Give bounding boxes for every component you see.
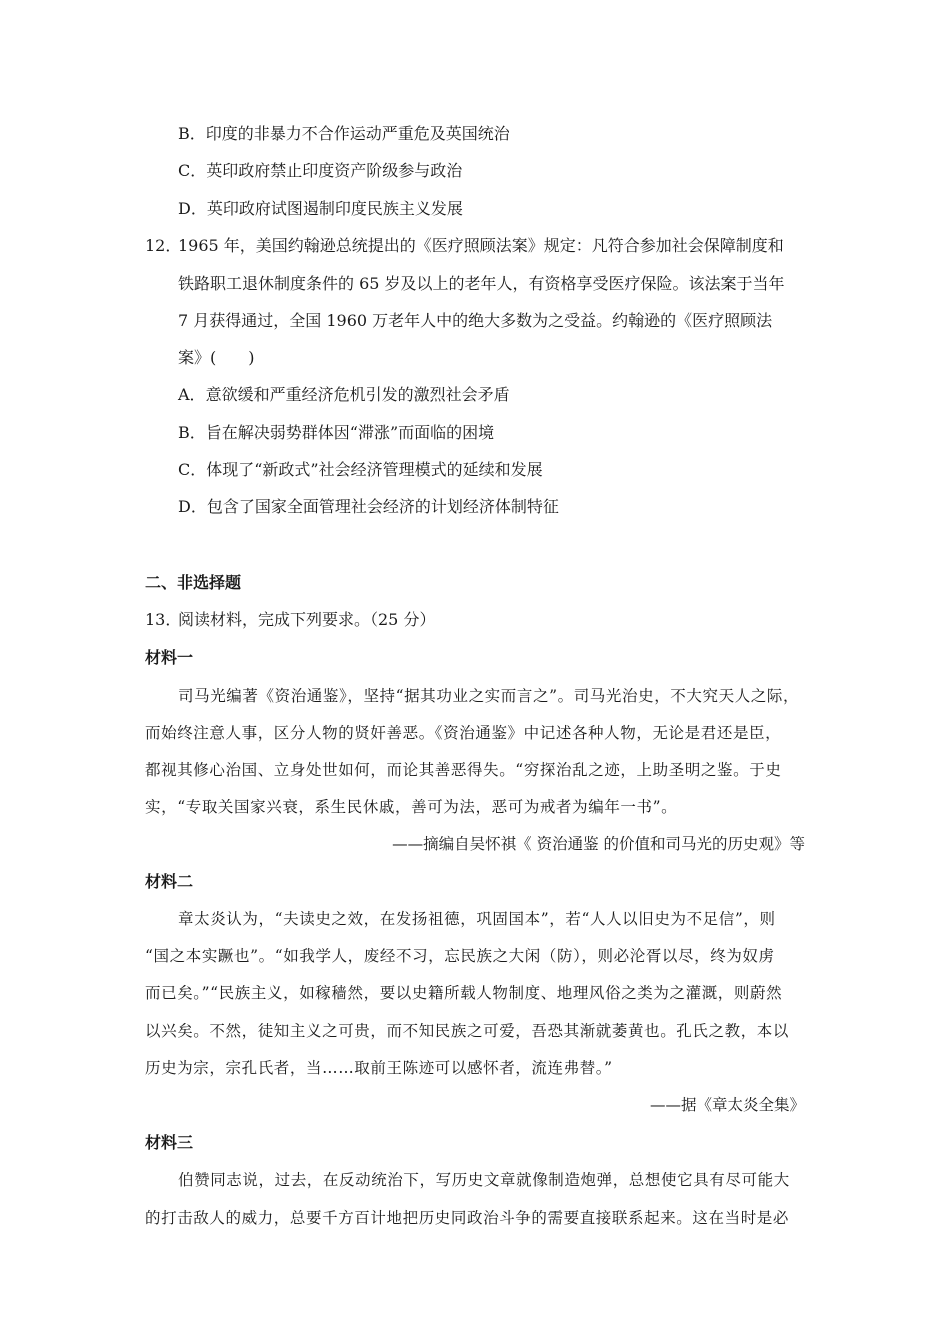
q12-option-b bbox=[178, 423, 494, 443]
q11-option-b bbox=[178, 124, 510, 144]
material-2-line: 以兴矣。不然，徒知主义之可贵，而不知民族之可爱，吾恐其渐就萎黄也。孔氏之教，本以 bbox=[145, 1022, 790, 1040]
option-letter: C． bbox=[178, 161, 207, 180]
material-2-source: ——据《章太炎全集》 bbox=[649, 1096, 805, 1114]
material-2-line: 章太炎认为，“夫读史之效，在发扬祖德，巩固国本”，若“人人以旧史为不足信”，则 bbox=[178, 910, 776, 928]
material-1-line: 而始终注意人事，区分人物的贤奸善恶。《资治通鉴》中记述各种人物，无论是君还是臣， bbox=[145, 724, 782, 742]
material-2-line: “国之本实蹶也”。“如我学人，废经不习，忘民族之大闲（防），则必沦胥以尽，终为奴虏 bbox=[145, 947, 775, 965]
material-1-line: 都视其修心治国、立身处世如何，而论其善恶得失。“穷探治乱之迹，上助圣明之鉴。于史 bbox=[145, 761, 782, 779]
q12-number: 12． bbox=[145, 236, 182, 255]
q12-stem-line: 案》( ) bbox=[178, 348, 255, 367]
material-3-line: 伯赞同志说，过去，在反动统治下，写历史文章就像制造炮弹，总想使它具有尽可能大 bbox=[178, 1171, 790, 1189]
option-letter: B． bbox=[178, 124, 206, 143]
option-text: 意欲缓和严重经济危机引发的激烈社会矛盾 bbox=[205, 385, 510, 404]
q12-stem-line: 7 月获得通过，全国 1960 万老年人中的绝大多数为之受益。约翰逊的《医疗照顾法 bbox=[178, 311, 773, 330]
q11-option-d bbox=[178, 199, 463, 219]
q12-stem-line: 1965 年，美国约翰逊总统提出的《医疗照顾法案》规定：凡符合参加社会保障制度和 bbox=[178, 236, 784, 255]
option-letter: B． bbox=[178, 423, 206, 442]
q12-option-d bbox=[178, 497, 559, 517]
option-letter: D． bbox=[178, 199, 207, 218]
option-letter: A． bbox=[178, 385, 206, 404]
q12-option-c bbox=[178, 460, 543, 480]
q13-instruction: 阅读材料，完成下列要求。（25 分） bbox=[178, 610, 436, 629]
q13-number: 13． bbox=[145, 610, 182, 629]
q12-option-a bbox=[178, 385, 510, 405]
material-3-line: 的打击敌人的威力，总要千方百计地把历史同政治斗争的需要直接联系起来。这在当时是必 bbox=[145, 1209, 790, 1227]
option-letter: C． bbox=[178, 460, 207, 479]
q11-option-c bbox=[178, 161, 462, 181]
option-text: 英印政府禁止印度资产阶级参与政治 bbox=[206, 161, 463, 180]
material-1-source: ——摘编自吴怀祺《 资治通鉴 的价值和司马光的历史观》等 bbox=[392, 835, 805, 853]
option-text: 体现了“新政式”社会经济管理模式的延续和发展 bbox=[206, 460, 543, 479]
material-3-label: 材料三 bbox=[145, 1133, 194, 1152]
material-1-line: 司马光编著《资治通鉴》，坚持“据其功业之实而言之”。司马光治史，不大究天人之际， bbox=[178, 687, 800, 705]
material-2-label: 材料二 bbox=[145, 872, 194, 891]
section-heading: 二、非选择题 bbox=[145, 573, 242, 592]
option-text: 印度的非暴力不合作运动严重危及英国统治 bbox=[205, 124, 510, 143]
option-letter: D． bbox=[178, 497, 207, 516]
option-text: 旨在解决弱势群体因“滞涨”而面临的困境 bbox=[205, 423, 495, 442]
material-2-line: 历史为宗，宗孔氏者，当……取前王陈迹可以感怀者，流连弗替。” bbox=[145, 1059, 613, 1077]
material-1-line: 实，“专取关国家兴衰，系生民休戚，善可为法，恶可为戒者为编年一书”。 bbox=[145, 798, 678, 816]
q12-stem-line: 铁路职工退休制度条件的 65 岁及以上的老年人，有资格享受医疗保险。该法案于当年 bbox=[178, 274, 785, 293]
option-text: 包含了国家全面管理社会经济的计划经济体制特征 bbox=[206, 497, 559, 516]
option-text: 英印政府试图遏制印度民族主义发展 bbox=[206, 199, 463, 218]
material-2-line: 而已矣。”“民族主义，如稼穑然，要以史籍所载人物制度、地理风俗之类为之灌溉，则蔚然 bbox=[145, 984, 783, 1002]
material-1-label: 材料一 bbox=[145, 648, 194, 667]
